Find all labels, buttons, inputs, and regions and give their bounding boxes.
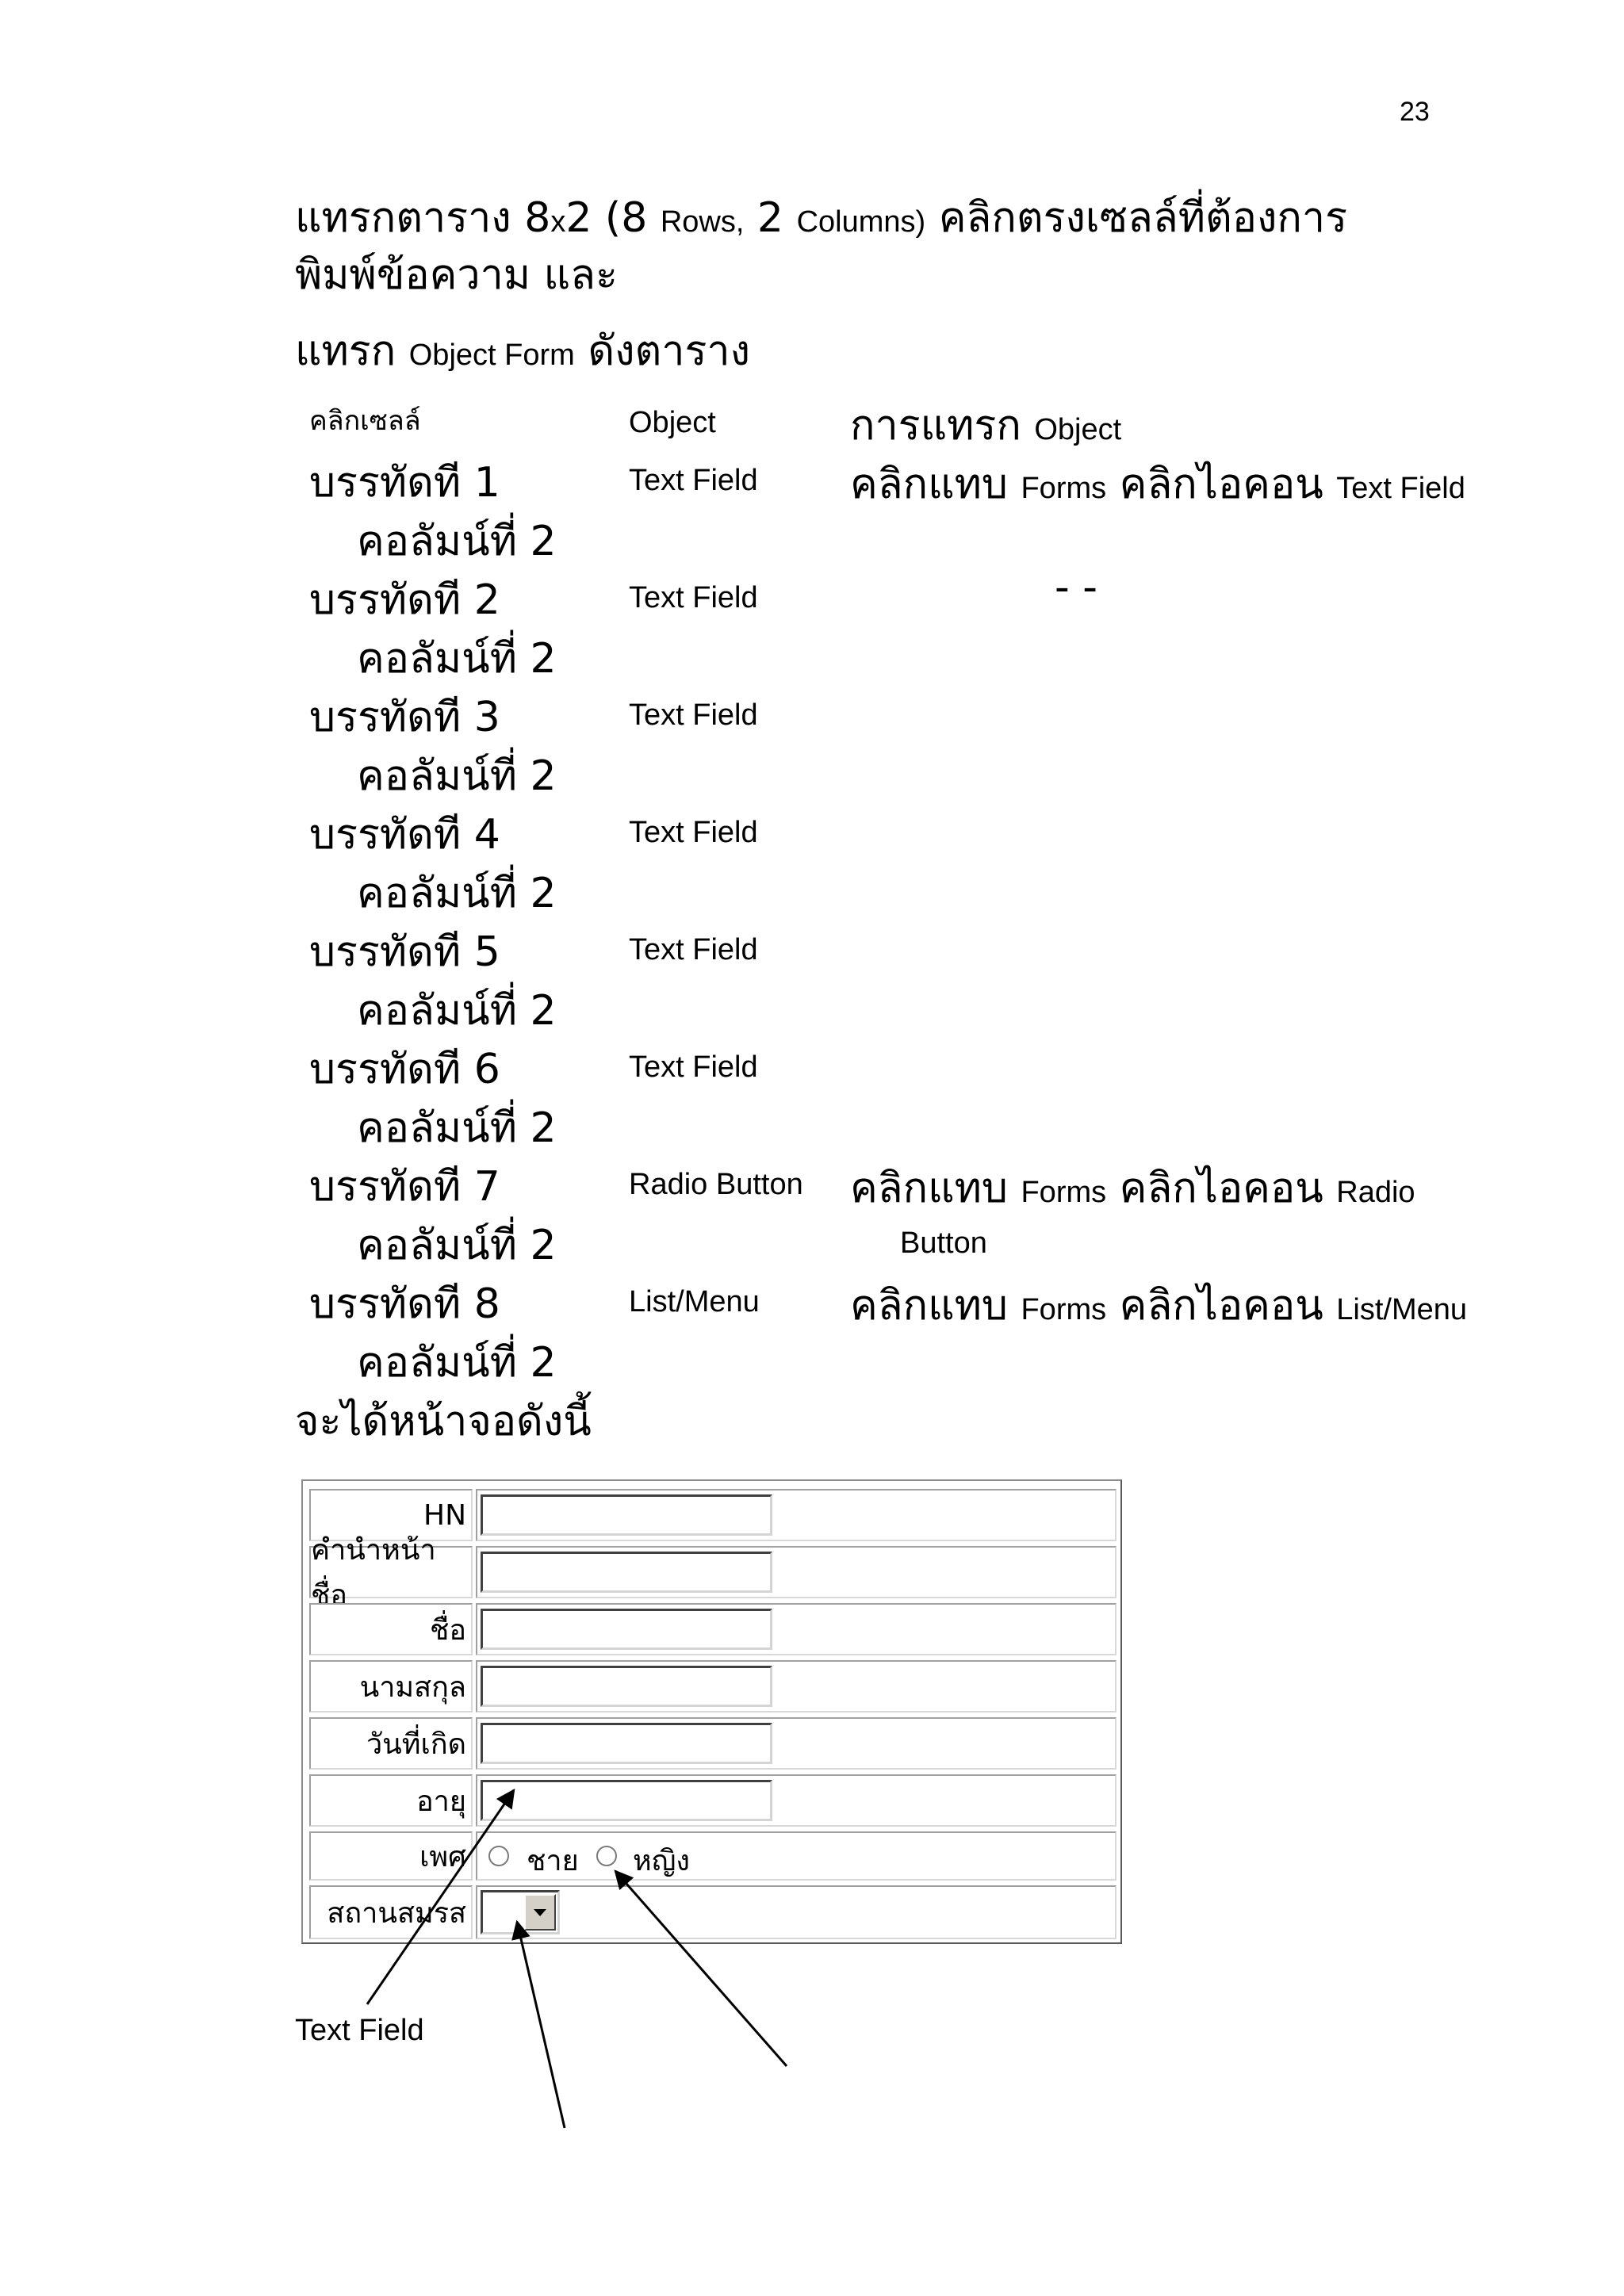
col-label: คอลัมน์ที่ 2 bbox=[357, 1339, 557, 1387]
instruction-text: คลิกแทบ bbox=[850, 1165, 1021, 1212]
instruction-dash: - - bbox=[1055, 564, 1098, 611]
intro-text: 2 bbox=[744, 194, 797, 242]
row-label: บรรทัดที 2 bbox=[309, 576, 500, 624]
intro-text: Object Form bbox=[408, 339, 575, 372]
row-label: บรรทัดที 8 bbox=[309, 1280, 500, 1328]
radio-label-male: ชาย bbox=[527, 1845, 579, 1877]
field-label: ชื่อ bbox=[429, 1613, 466, 1647]
instruction-text: คลิกไอคอน bbox=[1106, 1282, 1337, 1330]
header-text: การแทรก bbox=[850, 402, 1035, 450]
col-label: คอลัมน์ที่ 2 bbox=[357, 1222, 557, 1269]
arrow-to-text-field bbox=[367, 1790, 514, 2004]
instruction-text: คลิกแทบ bbox=[850, 1282, 1021, 1330]
field-label: วันที่เกิด bbox=[366, 1728, 466, 1761]
instruction-text: Text Field bbox=[1336, 472, 1465, 505]
field-label: เพศ bbox=[419, 1840, 466, 1873]
row-label: บรรทัดที 4 bbox=[309, 811, 500, 859]
object-name: Text Field bbox=[629, 581, 758, 614]
col-label: คอลัมน์ที่ 2 bbox=[357, 1104, 557, 1152]
instruction-text: List/Menu bbox=[1336, 1293, 1468, 1326]
arrow-to-radio-button bbox=[615, 1871, 787, 2066]
object-name: Text Field bbox=[629, 816, 758, 849]
instruction-cont: Button bbox=[900, 1226, 987, 1260]
col-label: คอลัมน์ที่ 2 bbox=[357, 870, 557, 917]
field-label: HN bbox=[423, 1498, 466, 1532]
object-name: Text Field bbox=[629, 933, 758, 966]
intro-text: แทรกตาราง 8 bbox=[295, 194, 551, 242]
row-label: บรรทัดที 3 bbox=[309, 694, 500, 741]
object-name: Text Field bbox=[629, 698, 758, 732]
object-name: Text Field bbox=[629, 464, 758, 497]
instruction-text: คลิกแทบ bbox=[850, 461, 1021, 508]
field-label: สถานสมรส bbox=[327, 1896, 466, 1930]
instruction-text: Forms bbox=[1021, 472, 1107, 505]
instruction-text: Forms bbox=[1021, 1176, 1107, 1209]
intro-text: Rows, bbox=[660, 205, 745, 239]
result-text: จะได้หน้าจอดังนี้ bbox=[295, 1398, 592, 1445]
instruction-text: คลิกไอคอน bbox=[1106, 461, 1337, 508]
instruction-text: Radio bbox=[1336, 1176, 1415, 1209]
intro-line-2: พิมพ์ข้อความ และ bbox=[295, 251, 618, 299]
object-name: List/Menu bbox=[629, 1285, 760, 1318]
intro-text: Columns) bbox=[796, 205, 926, 239]
header-object: Object bbox=[629, 406, 716, 439]
radio-label-female: หญิง bbox=[633, 1845, 690, 1877]
col-label: คอลัมน์ที่ 2 bbox=[357, 635, 557, 683]
row-label: บรรทัดที 5 bbox=[309, 928, 500, 976]
object-name: Text Field bbox=[629, 1050, 758, 1084]
row-label: บรรทัดที 6 bbox=[309, 1046, 500, 1093]
field-label: นามสกุล bbox=[359, 1670, 466, 1704]
intro-text: แทรก bbox=[295, 327, 409, 375]
col-label: คอลัมน์ที่ 2 bbox=[357, 987, 557, 1035]
header-cell: คลิกเซลล์ bbox=[309, 405, 421, 437]
header-text: Object bbox=[1034, 413, 1122, 446]
intro-text: 2 (8 bbox=[565, 194, 661, 242]
intro-text: x bbox=[550, 205, 566, 239]
annotation-text-field: Text Field bbox=[295, 2014, 424, 2047]
field-label: อายุ bbox=[416, 1785, 466, 1818]
row-label: บรรทัดที 1 bbox=[309, 459, 500, 507]
object-name: Radio Button bbox=[629, 1168, 803, 1201]
instruction-text: Forms bbox=[1021, 1293, 1107, 1326]
row-label: บรรทัดที 7 bbox=[309, 1163, 500, 1211]
intro-text: คลิกตรงเซลล์ที่ต้องการ bbox=[925, 194, 1348, 242]
field-label: คำนำหน้าชื่อ bbox=[311, 1534, 436, 1612]
col-label: คอลัมน์ที่ 2 bbox=[357, 518, 557, 565]
page-number: 23 bbox=[1400, 97, 1430, 127]
col-label: คอลัมน์ที่ 2 bbox=[357, 752, 557, 800]
arrow-to-list-menu bbox=[517, 1922, 565, 2128]
intro-text: ดังตาราง bbox=[574, 327, 750, 375]
instruction-text: คลิกไอคอน bbox=[1106, 1165, 1337, 1212]
